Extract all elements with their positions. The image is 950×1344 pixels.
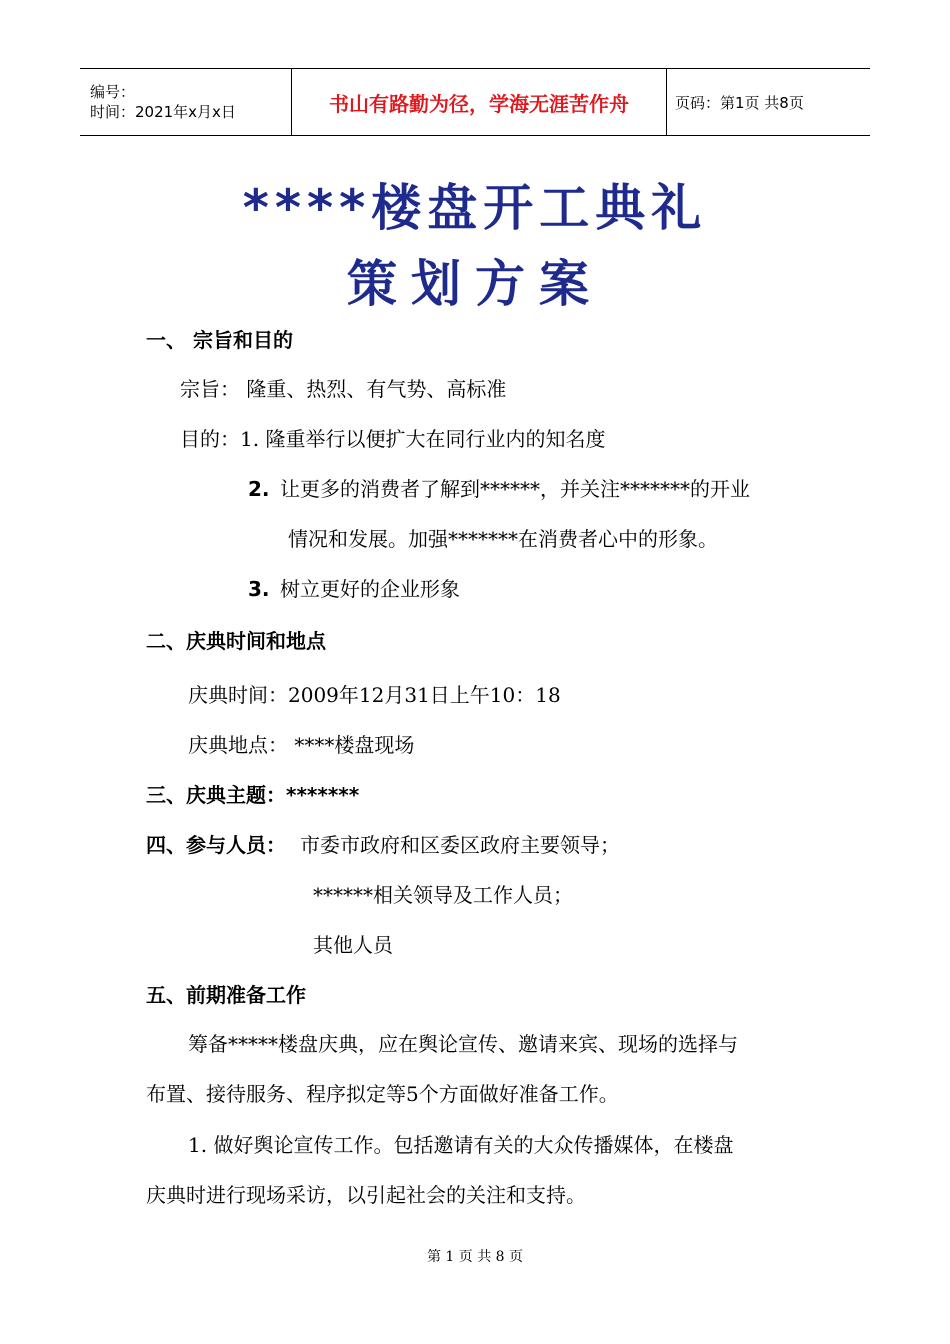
section5-paragraph1-line1: 筹备*****楼盘庆典，应在舆论宣传、邀请来宾、现场的选择与 <box>188 1032 738 1056</box>
section4-participant2: ******相关领导及工作人员； <box>313 883 573 907</box>
header-meta <box>80 69 292 136</box>
header-table <box>80 68 870 136</box>
section5-heading: 五、前期准备工作 <box>146 983 306 1007</box>
section5-paragraph1-line2: 布置、接待服务、程序拟定等5个方面做好准备工作。 <box>146 1082 619 1106</box>
page-footer: 第 1 页 共 8 页 <box>426 1249 524 1265</box>
section5-paragraph2-line2: 庆典时进行现场采访，以引起社会的关注和支持。 <box>146 1183 586 1207</box>
document-title-line1: ****楼盘开工典礼 <box>242 179 708 237</box>
section4-participant1: 市委市政府和区委区政府主要领导； <box>300 833 620 857</box>
section3-heading: 三、庆典主题：******* <box>146 783 360 807</box>
section2-time: 庆典时间：2009年12月31日上午10：18 <box>188 683 561 707</box>
header-motto: 书山有路勤为径，学海无涯苦作舟 <box>292 69 667 136</box>
section1-goal3-number: 3. <box>248 577 270 601</box>
document-title-line2: 策划方案 <box>347 255 603 313</box>
section1-goal1: 目的：1. 隆重举行以便扩大在同行业内的知名度 <box>180 427 606 451</box>
section2-place: 庆典地点： ****楼盘现场 <box>188 733 415 757</box>
section5-paragraph2-line1: 1. 做好舆论宣传工作。包括邀请有关的大众传播媒体，在楼盘 <box>188 1133 734 1157</box>
section2-heading: 二、庆典时间和地点 <box>146 629 326 653</box>
section1-goal2-number: 2. <box>248 477 270 501</box>
section1-heading: 一、 宗旨和目的 <box>146 328 293 352</box>
header-time-label: 时间：2021年x月x日 <box>90 103 236 121</box>
header-number-label: 编号： <box>90 83 136 101</box>
section1-goal3: 树立更好的企业形象 <box>280 577 460 601</box>
header-page-info: 页码：第1页 共8页 <box>675 93 804 112</box>
section4-participant3: 其他人员 <box>313 933 393 957</box>
section4-heading: 四、参与人员： <box>146 833 286 857</box>
section1-purpose: 宗旨： 隆重、热烈、有气势、高标准 <box>180 377 507 401</box>
section1-goal2-line1: 让更多的消费者了解到******，并关注*******的开业 <box>280 477 750 501</box>
section1-goal2-line2: 情况和发展。加强*******在消费者心中的形象。 <box>288 527 718 551</box>
